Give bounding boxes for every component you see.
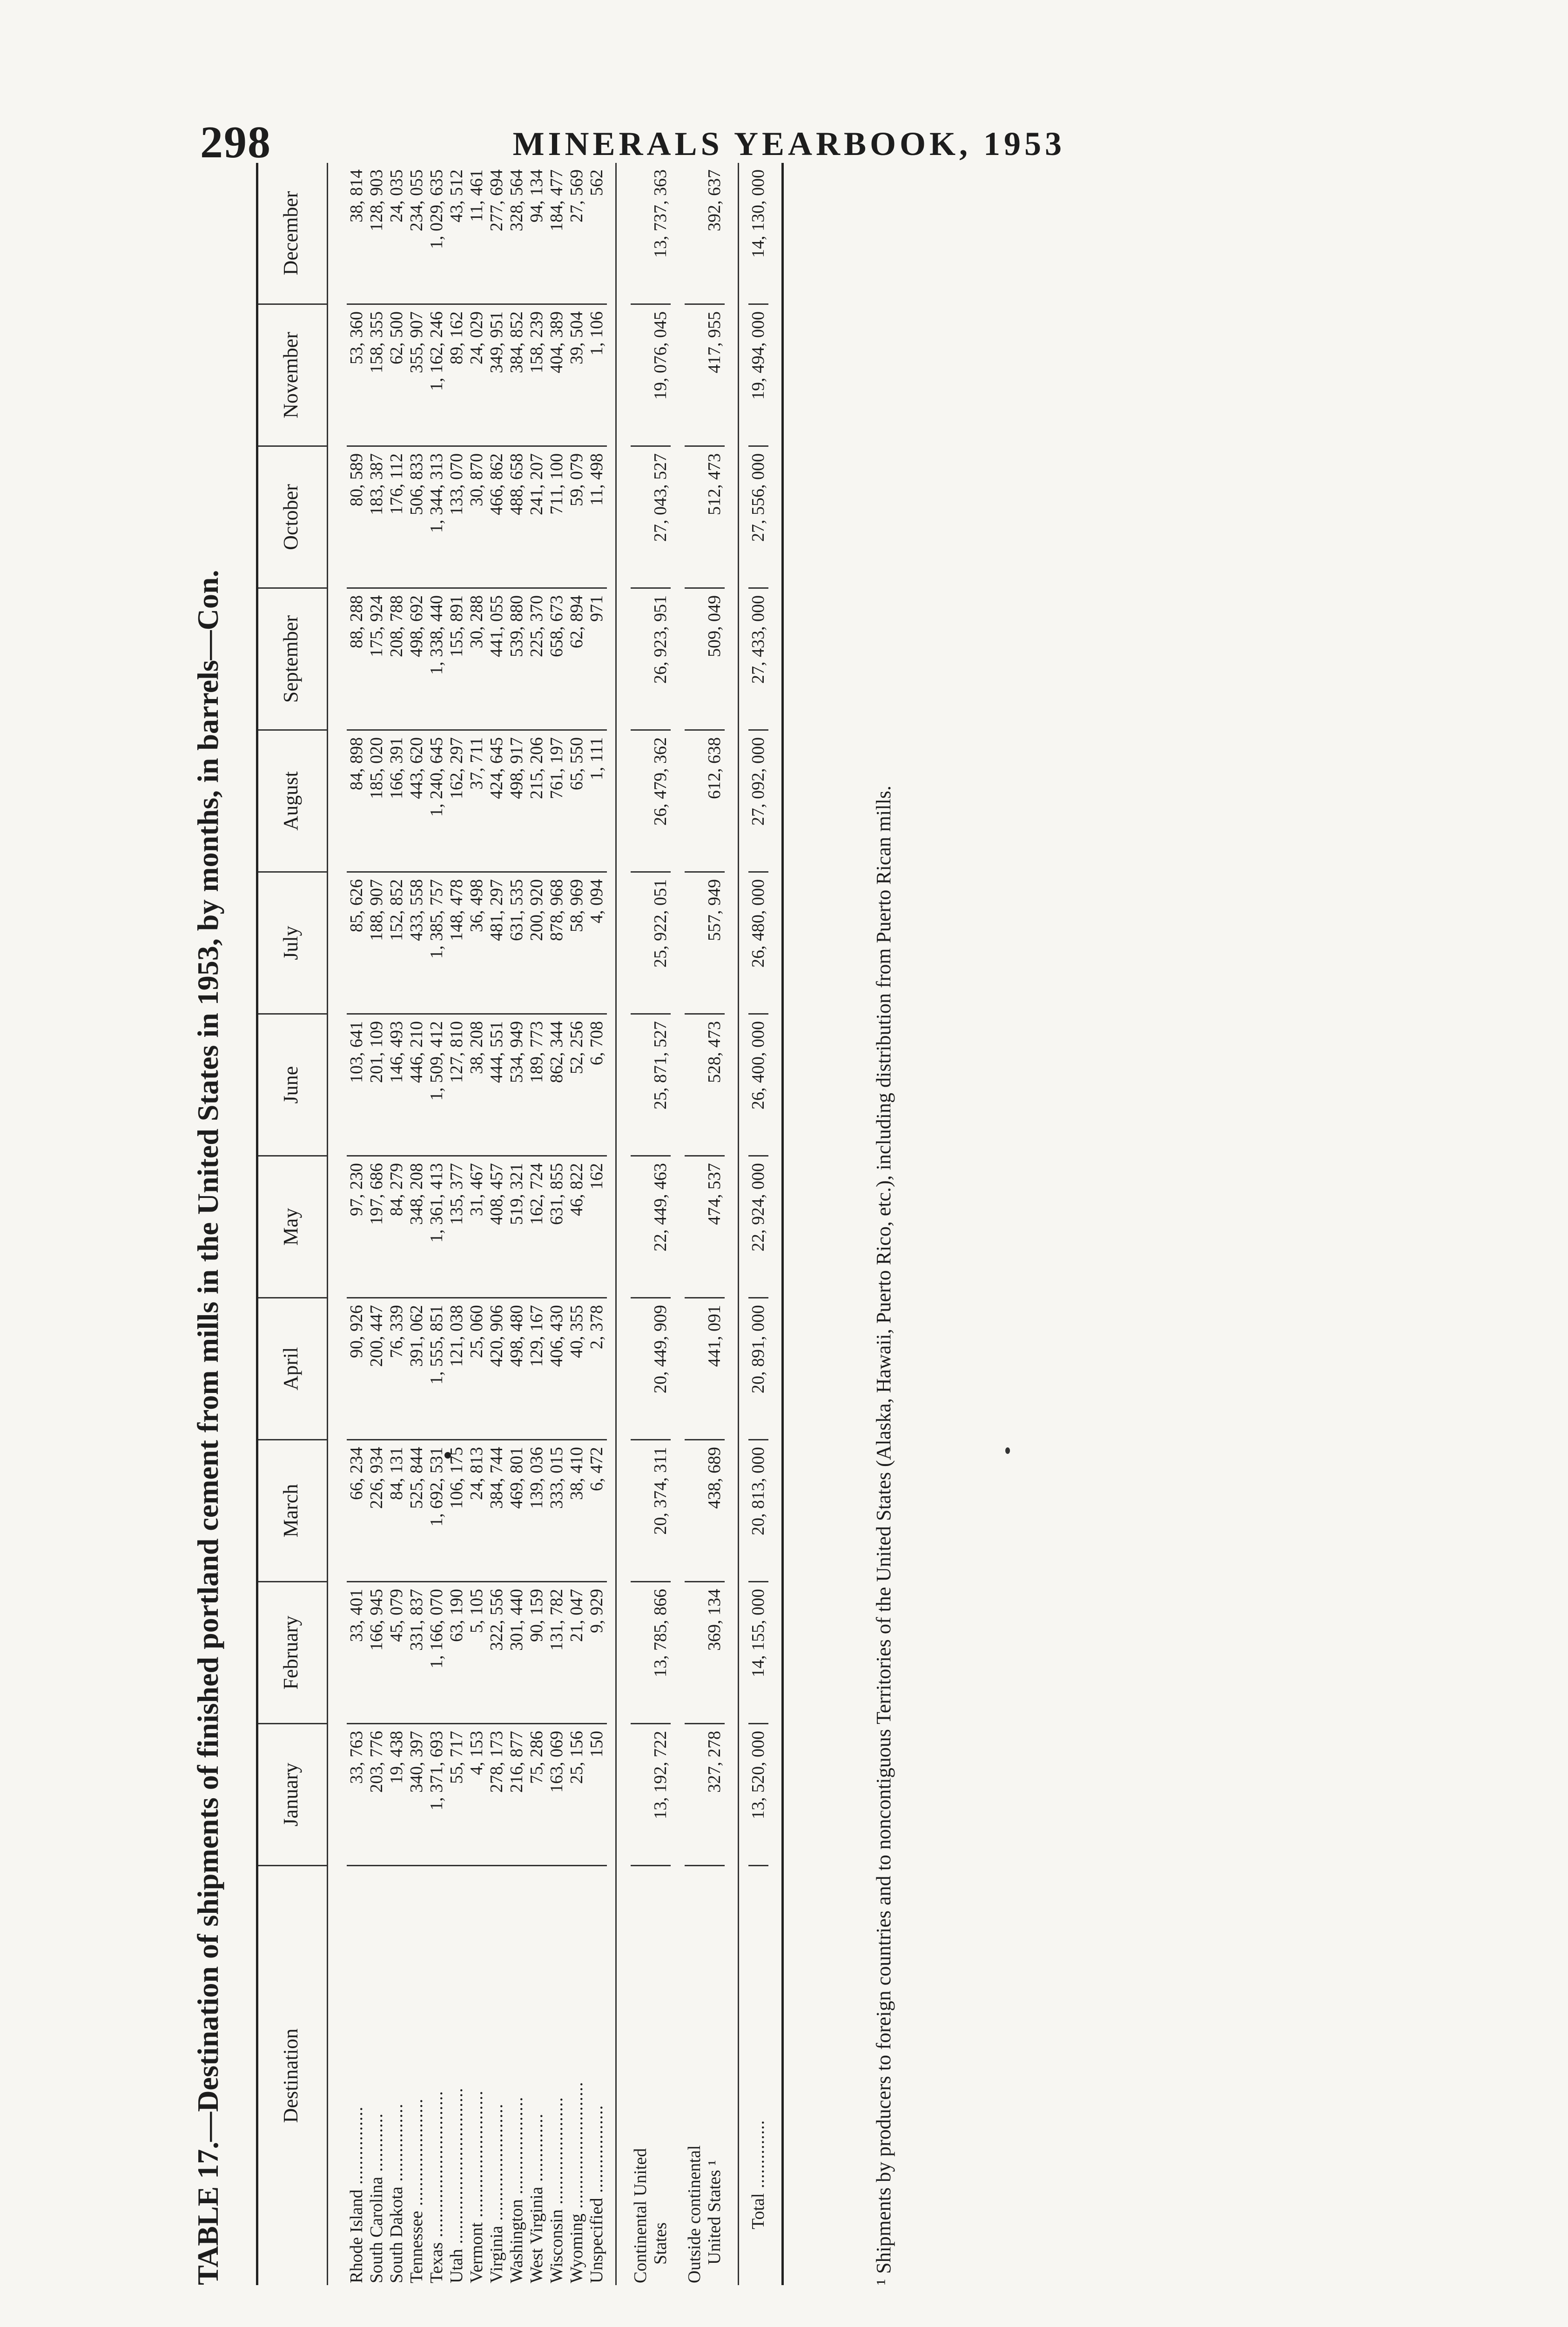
destination-label: Tennessee — [407, 2211, 426, 2283]
value-cell: 241, 207 — [527, 447, 547, 589]
continental-us-label-cell — [631, 1866, 671, 2285]
value-cell: 208, 788 — [387, 589, 407, 731]
value-cell: 6, 472 — [587, 1440, 607, 1582]
destination-cell — [347, 1866, 367, 2285]
value-cell: 1, 162, 246 — [427, 305, 447, 447]
value-cell: 65, 550 — [567, 731, 587, 873]
value-cell: 24, 813 — [467, 1440, 487, 1582]
outside-continental-us-label-line2: United States ¹ — [705, 2160, 724, 2265]
value-cell: 66, 234 — [347, 1440, 367, 1582]
value-cell: 348, 208 — [407, 1157, 427, 1298]
value-cell: 203, 776 — [367, 1724, 387, 1866]
value-cell: 27, 433, 000 — [748, 589, 768, 731]
value-cell: 1, 555, 851 — [427, 1298, 447, 1440]
outside-continental-us-label-line1: Outside continental — [685, 2145, 704, 2283]
leader-dots: .................. — [587, 2105, 606, 2198]
value-cell: 39, 504 — [567, 305, 587, 447]
value-cell: 612, 638 — [685, 731, 725, 873]
destination-label: South Carolina — [367, 2176, 386, 2283]
column-header: June — [258, 1015, 328, 1157]
outside-continental-us-label-cell — [685, 1866, 725, 2285]
value-cell: 333, 015 — [547, 1440, 567, 1582]
leader-dots: ............ — [367, 2113, 386, 2177]
value-cell: 13, 785, 866 — [631, 1582, 671, 1724]
value-cell: 408, 457 — [487, 1157, 507, 1298]
leader-dots: ................................ — [447, 2087, 466, 2249]
value-cell: 62, 500 — [387, 305, 407, 447]
destination-cell — [567, 1866, 587, 2285]
total-block — [738, 163, 781, 2285]
value-cell: 862, 344 — [547, 1015, 567, 1157]
value-cell: 444, 551 — [487, 1015, 507, 1157]
value-cell: 2, 378 — [587, 1298, 607, 1440]
value-cell: 474, 537 — [685, 1157, 725, 1298]
value-cell: 1, 371, 693 — [427, 1724, 447, 1866]
value-cell: 226, 934 — [367, 1440, 387, 1582]
value-cell: 14, 130, 000 — [748, 163, 768, 305]
value-cell: 417, 955 — [685, 305, 725, 447]
leader-dots: ................ — [347, 2106, 366, 2190]
value-cell: 183, 387 — [367, 447, 387, 589]
value-cell: 121, 038 — [447, 1298, 467, 1440]
value-cell: 349, 951 — [487, 305, 507, 447]
value-cell: 225, 370 — [527, 589, 547, 731]
value-cell: 135, 377 — [447, 1157, 467, 1298]
value-cell: 534, 949 — [507, 1015, 527, 1157]
value-cell: 97, 230 — [347, 1157, 367, 1298]
value-cell: 878, 968 — [547, 873, 567, 1015]
leader-dots: ................ — [387, 2103, 406, 2187]
value-cell: 36, 498 — [467, 873, 487, 1015]
destination-cell — [427, 1866, 447, 2285]
value-cell: 62, 894 — [567, 589, 587, 731]
value-cell: 406, 430 — [547, 1298, 567, 1440]
table-row — [347, 163, 367, 2285]
value-cell: 162 — [587, 1157, 607, 1298]
leader-dots: .............................. — [427, 2091, 446, 2242]
value-cell: 40, 355 — [567, 1298, 587, 1440]
value-cell: 557, 949 — [685, 873, 725, 1015]
value-cell: 711, 100 — [547, 447, 567, 589]
value-cell: 55, 717 — [447, 1724, 467, 1866]
value-cell: 384, 744 — [487, 1440, 507, 1582]
value-cell: 37, 711 — [467, 731, 487, 873]
leader-dots: .............. — [748, 2119, 768, 2193]
value-cell: 469, 801 — [507, 1440, 527, 1582]
value-cell: 1, 338, 440 — [427, 589, 447, 731]
column-header: September — [258, 589, 328, 731]
destination-cell — [407, 1866, 427, 2285]
leader-dots: .......................... — [567, 2081, 586, 2214]
column-header: July — [258, 873, 328, 1015]
value-cell: 234, 055 — [407, 163, 427, 305]
column-header: Destination — [258, 1866, 328, 2285]
column-header: April — [258, 1298, 328, 1440]
value-cell: 94, 134 — [527, 163, 547, 305]
leader-dots: ...................... — [547, 2097, 566, 2210]
value-cell: 327, 278 — [685, 1724, 725, 1866]
value-cell: 488, 658 — [507, 447, 527, 589]
table-row — [527, 163, 547, 2285]
destination-label: Wisconsin — [547, 2209, 566, 2283]
destination-label: Utah — [447, 2249, 466, 2283]
value-cell: 26, 400, 000 — [748, 1015, 768, 1157]
value-cell: 761, 197 — [547, 731, 567, 873]
value-cell: 84, 279 — [387, 1157, 407, 1298]
table-body — [328, 163, 615, 2285]
destination-label: Texas — [427, 2242, 446, 2283]
value-cell: 13, 520, 000 — [748, 1724, 768, 1866]
value-cell: 1, 509, 412 — [427, 1015, 447, 1157]
value-cell: 139, 036 — [527, 1440, 547, 1582]
value-cell: 131, 782 — [547, 1582, 567, 1724]
value-cell: 4, 153 — [467, 1724, 487, 1866]
value-cell: 498, 692 — [407, 589, 427, 731]
continental-block — [615, 163, 671, 2285]
value-cell: 1, 385, 757 — [427, 873, 447, 1015]
value-cell: 146, 493 — [387, 1015, 407, 1157]
value-cell: 25, 156 — [567, 1724, 587, 1866]
page-speck — [1005, 1447, 1010, 1454]
value-cell: 30, 870 — [467, 447, 487, 589]
destination-cell — [367, 1866, 387, 2285]
value-cell: 45, 079 — [387, 1582, 407, 1724]
value-cell: 38, 410 — [567, 1440, 587, 1582]
value-cell: 5, 105 — [467, 1582, 487, 1724]
leader-dots: ........................ — [487, 2103, 506, 2226]
value-cell: 22, 449, 463 — [631, 1157, 671, 1298]
continental-us-label-line1: Continental United — [631, 2148, 650, 2283]
value-cell: 1, 166, 070 — [427, 1582, 447, 1724]
value-cell: 539, 880 — [507, 589, 527, 731]
value-cell: 631, 535 — [507, 873, 527, 1015]
value-cell: 433, 558 — [407, 873, 427, 1015]
value-cell: 631, 855 — [547, 1157, 567, 1298]
value-cell: 20, 449, 909 — [631, 1298, 671, 1440]
value-cell: 200, 920 — [527, 873, 547, 1015]
value-cell: 33, 763 — [347, 1724, 367, 1866]
value-cell: 152, 852 — [387, 873, 407, 1015]
value-cell: 84, 898 — [347, 731, 367, 873]
value-cell: 1, 361, 413 — [427, 1157, 447, 1298]
value-cell: 404, 389 — [547, 305, 567, 447]
value-cell: 446, 210 — [407, 1015, 427, 1157]
outside-continental-us-row — [685, 163, 725, 2285]
value-cell: 278, 173 — [487, 1724, 507, 1866]
value-cell: 391, 062 — [407, 1298, 427, 1440]
column-header: October — [258, 447, 328, 589]
column-header: February — [258, 1582, 328, 1724]
value-cell: 215, 206 — [527, 731, 547, 873]
column-header: May — [258, 1157, 328, 1298]
value-cell: 562 — [587, 163, 607, 305]
column-header: August — [258, 731, 328, 873]
value-cell: 498, 917 — [507, 731, 527, 873]
total-label: Total — [748, 2193, 768, 2229]
value-cell: 19, 076, 045 — [631, 305, 671, 447]
value-cell: 14, 155, 000 — [748, 1582, 768, 1724]
total-label-cell — [748, 1866, 768, 2285]
leader-dots: .................... — [507, 2096, 526, 2199]
value-cell: 46, 822 — [567, 1157, 587, 1298]
value-cell: 43, 512 — [447, 163, 467, 305]
value-cell: 512, 473 — [685, 447, 725, 589]
destination-cell — [387, 1866, 407, 2285]
destination-label: West Virginia — [527, 2186, 546, 2283]
value-cell: 26, 923, 951 — [631, 589, 671, 731]
value-cell: 20, 891, 000 — [748, 1298, 768, 1440]
value-cell: 80, 589 — [347, 447, 367, 589]
value-cell: 150 — [587, 1724, 607, 1866]
value-cell: 59, 079 — [567, 447, 587, 589]
table-row — [547, 163, 567, 2285]
value-cell: 20, 374, 311 — [631, 1440, 671, 1582]
data-table — [256, 163, 784, 2285]
table-row — [567, 163, 587, 2285]
value-cell: 25, 060 — [467, 1298, 487, 1440]
value-cell: 301, 440 — [507, 1582, 527, 1724]
value-cell: 88, 288 — [347, 589, 367, 731]
value-cell: 498, 480 — [507, 1298, 527, 1440]
value-cell: 340, 397 — [407, 1724, 427, 1866]
destination-cell — [587, 1866, 607, 2285]
total-row — [748, 163, 768, 2285]
value-cell: 277, 694 — [487, 163, 507, 305]
value-cell: 26, 480, 000 — [748, 873, 768, 1015]
column-header: March — [258, 1440, 328, 1582]
value-cell: 25, 922, 051 — [631, 873, 671, 1015]
value-cell: 384, 852 — [507, 305, 527, 447]
value-cell: 355, 907 — [407, 305, 427, 447]
continental-us-label-line2: States — [651, 2222, 670, 2265]
column-header: December — [258, 163, 328, 305]
column-header: January — [258, 1724, 328, 1866]
value-cell: 322, 556 — [487, 1582, 507, 1724]
value-cell: 30, 288 — [467, 589, 487, 731]
value-cell: 166, 945 — [367, 1582, 387, 1724]
table-row — [387, 163, 407, 2285]
value-cell: 519, 321 — [507, 1157, 527, 1298]
value-cell: 528, 473 — [685, 1015, 725, 1157]
value-cell: 76, 339 — [387, 1298, 407, 1440]
value-cell: 184, 477 — [547, 163, 567, 305]
value-cell: 27, 043, 527 — [631, 447, 671, 589]
value-cell: 166, 391 — [387, 731, 407, 873]
value-cell: 20, 813, 000 — [748, 1440, 768, 1582]
value-cell: 331, 837 — [407, 1582, 427, 1724]
value-cell: 21, 047 — [567, 1582, 587, 1724]
value-cell: 188, 907 — [367, 873, 387, 1015]
table-header-row — [258, 163, 328, 2285]
value-cell: 420, 906 — [487, 1298, 507, 1440]
value-cell: 4, 094 — [587, 873, 607, 1015]
value-cell: 200, 447 — [367, 1298, 387, 1440]
value-cell: 392, 637 — [685, 163, 725, 305]
destination-cell — [507, 1866, 527, 2285]
value-cell: 201, 109 — [367, 1015, 387, 1157]
value-cell: 525, 844 — [407, 1440, 427, 1582]
value-cell: 90, 159 — [527, 1582, 547, 1724]
destination-label: Wyoming — [567, 2213, 586, 2283]
value-cell: 369, 134 — [685, 1582, 725, 1724]
value-cell: 6, 708 — [587, 1015, 607, 1157]
leader-dots: ...................... — [407, 2098, 426, 2211]
value-cell: 75, 286 — [527, 1724, 547, 1866]
value-cell: 506, 833 — [407, 447, 427, 589]
table-row — [427, 163, 447, 2285]
value-cell: 155, 891 — [447, 589, 467, 731]
value-cell: 133, 070 — [447, 447, 467, 589]
value-cell: 1, 106 — [587, 305, 607, 447]
value-cell: 26, 479, 362 — [631, 731, 671, 873]
value-cell: 481, 297 — [487, 873, 507, 1015]
rotated-table-region — [191, 163, 895, 2285]
destination-label: Virginia — [487, 2226, 506, 2283]
outside-block — [671, 163, 738, 2285]
value-cell: 38, 208 — [467, 1015, 487, 1157]
page-number: 298 — [200, 117, 271, 168]
destination-cell — [487, 1866, 507, 2285]
value-cell: 13, 737, 363 — [631, 163, 671, 305]
value-cell: 189, 773 — [527, 1015, 547, 1157]
value-cell: 176, 112 — [387, 447, 407, 589]
value-cell: 175, 924 — [367, 589, 387, 731]
value-cell: 163, 069 — [547, 1724, 567, 1866]
value-cell: 185, 020 — [367, 731, 387, 873]
value-cell: 19, 438 — [387, 1724, 407, 1866]
table-row — [507, 163, 527, 2285]
value-cell: 103, 641 — [347, 1015, 367, 1157]
table-caption: TABLE 17.—Destination of shipments of finished portland cement from mills in the United States in 1953, by months, in barrels—Con. — [191, 570, 224, 2285]
column-header: November — [258, 305, 328, 447]
value-cell: 9, 929 — [587, 1582, 607, 1724]
destination-label: Washington — [507, 2199, 526, 2283]
leader-dots: .......................... — [467, 2090, 486, 2223]
value-cell: 466, 862 — [487, 447, 507, 589]
value-cell: 27, 569 — [567, 163, 587, 305]
value-cell: 1, 029, 635 — [427, 163, 447, 305]
destination-label: Rhode Island — [347, 2189, 366, 2283]
value-cell: 52, 256 — [567, 1015, 587, 1157]
table-row — [407, 163, 427, 2285]
table-row — [447, 163, 467, 2285]
value-cell: 13, 192, 722 — [631, 1724, 671, 1866]
value-cell: 328, 564 — [507, 163, 527, 305]
table-row — [587, 163, 607, 2285]
value-cell: 216, 877 — [507, 1724, 527, 1866]
table-footnote: ¹ Shipments by producers to foreign countries and to noncontiguous Territories of the United States (Alaska, Hawaii, Puerto Rico, etc.), including distribution from Puerto Rican mills. — [872, 786, 895, 2285]
value-cell: 1, 692, 531 — [427, 1440, 447, 1582]
value-cell: 438, 689 — [685, 1440, 725, 1582]
value-cell: 84, 131 — [387, 1440, 407, 1582]
destination-cell — [527, 1866, 547, 2285]
table-row — [487, 163, 507, 2285]
leader-dots: .............. — [527, 2113, 546, 2187]
value-cell: 441, 091 — [685, 1298, 725, 1440]
value-cell: 89, 162 — [447, 305, 467, 447]
value-cell: 129, 167 — [527, 1298, 547, 1440]
value-cell: 33, 401 — [347, 1582, 367, 1724]
continental-us-row — [631, 163, 671, 2285]
value-cell: 11, 461 — [467, 163, 487, 305]
value-cell: 424, 645 — [487, 731, 507, 873]
table-row — [367, 163, 387, 2285]
destination-cell — [447, 1866, 467, 2285]
value-cell: 1, 240, 645 — [427, 731, 447, 873]
value-cell: 90, 926 — [347, 1298, 367, 1440]
value-cell: 53, 360 — [347, 305, 367, 447]
value-cell: 148, 478 — [447, 873, 467, 1015]
table-row — [467, 163, 487, 2285]
value-cell: 27, 092, 000 — [748, 731, 768, 873]
value-cell: 658, 673 — [547, 589, 567, 731]
destination-label: South Dakota — [387, 2186, 406, 2283]
value-cell: 63, 190 — [447, 1582, 467, 1724]
value-cell: 1, 111 — [587, 731, 607, 873]
value-cell: 1, 344, 313 — [427, 447, 447, 589]
destination-label: Vermont — [467, 2222, 486, 2283]
value-cell: 24, 035 — [387, 163, 407, 305]
value-cell: 127, 810 — [447, 1015, 467, 1157]
value-cell: 27, 556, 000 — [748, 447, 768, 589]
value-cell: 162, 724 — [527, 1157, 547, 1298]
value-cell: 11, 498 — [587, 447, 607, 589]
destination-cell — [547, 1866, 567, 2285]
value-cell: 162, 297 — [447, 731, 467, 873]
value-cell: 25, 871, 527 — [631, 1015, 671, 1157]
value-cell: 509, 049 — [685, 589, 725, 731]
value-cell: 158, 239 — [527, 305, 547, 447]
value-cell: 158, 355 — [367, 305, 387, 447]
value-cell: 24, 029 — [467, 305, 487, 447]
value-cell: 441, 055 — [487, 589, 507, 731]
value-cell: 19, 494, 000 — [748, 305, 768, 447]
value-cell: 22, 924, 000 — [748, 1157, 768, 1298]
value-cell: 58, 969 — [567, 873, 587, 1015]
value-cell: 31, 467 — [467, 1157, 487, 1298]
destination-cell — [467, 1866, 487, 2285]
value-cell: 971 — [587, 589, 607, 731]
value-cell: 443, 620 — [407, 731, 427, 873]
destination-label: Unspecified — [587, 2198, 606, 2283]
value-cell: 106, 175 — [447, 1440, 467, 1582]
value-cell: 197, 686 — [367, 1157, 387, 1298]
value-cell: 85, 626 — [347, 873, 367, 1015]
value-cell: 128, 903 — [367, 163, 387, 305]
value-cell: 38, 814 — [347, 163, 367, 305]
running-head: MINERALS YEARBOOK, 1953 — [512, 125, 1065, 162]
